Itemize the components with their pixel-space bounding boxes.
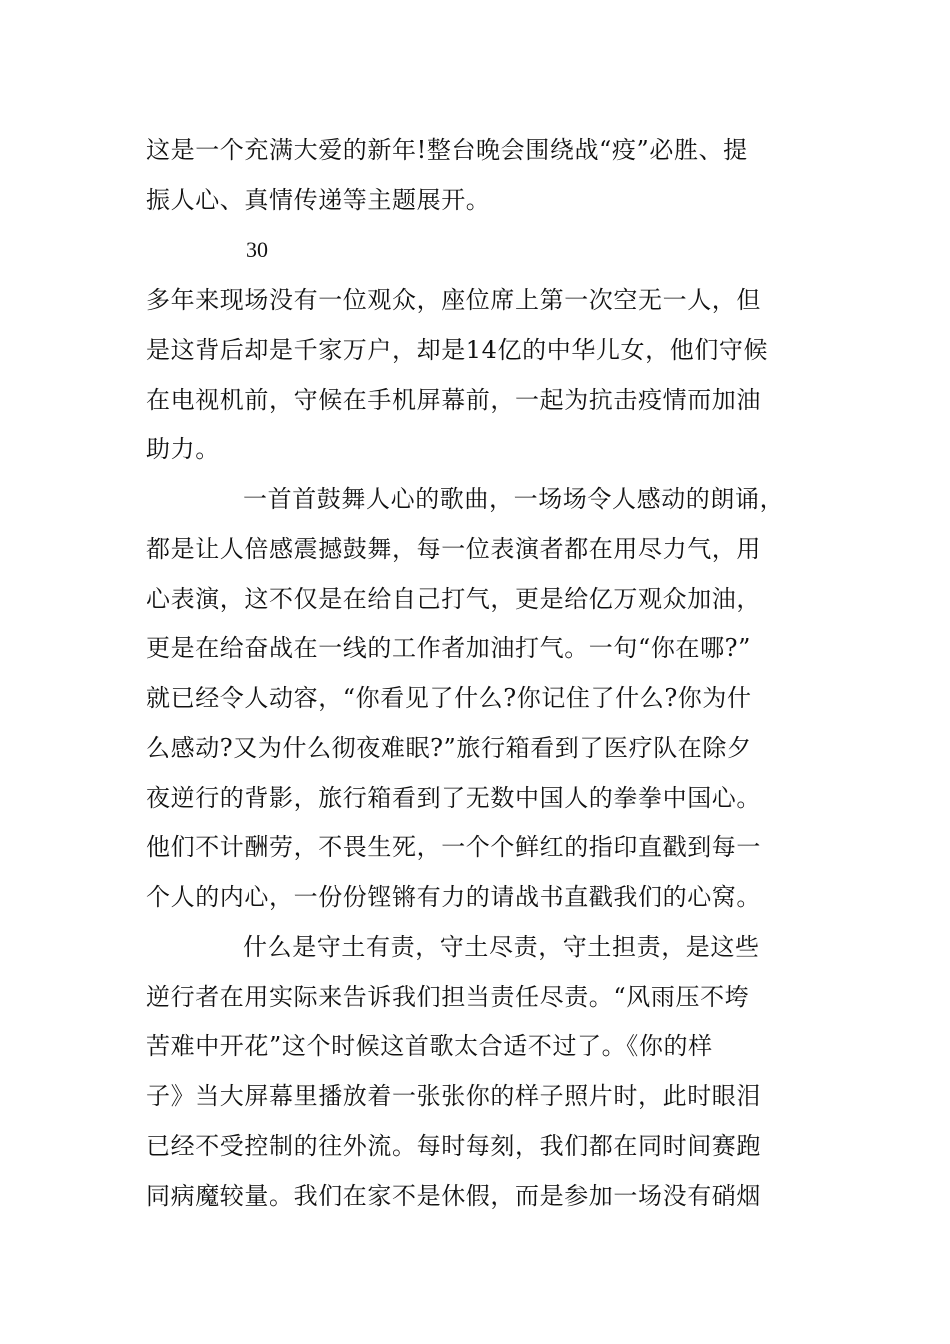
text-line: 同病魔较量。我们在家不是休假，而是参加一场没有硝烟 (146, 1182, 761, 1210)
text-line: 振人心、真情传递等主题展开。 (146, 186, 491, 214)
text-line: 更是在给奋战在一线的工作者加油打气。一句“你在哪?” (146, 634, 752, 662)
text-line: 助力。 (146, 435, 220, 463)
text-line: 就已经令人动容，“你看见了什么?你记住了什么?你为什 (146, 684, 752, 712)
text-line: 苦难中开花”这个时候这首歌太合适不过了。《你的样 (146, 1032, 713, 1060)
text-line-number: 30 (246, 237, 268, 262)
text-line: 这是一个充满大爱的新年!整台晚会围绕战“疫”必胜、提 (146, 136, 748, 164)
text-line: 逆行者在用实际来告诉我们担当责任尽责。“风雨压不垮 (146, 983, 750, 1011)
text-line: 子》当大屏幕里播放着一张张你的样子照片时，此时眼泪 (146, 1082, 761, 1110)
text-line: 在电视机前，守候在手机屏幕前，一起为抗击疫情而加油 (146, 386, 761, 414)
text-line: 已经不受控制的往外流。每时每刻，我们都在同时间赛跑 (146, 1132, 761, 1160)
text-line: 是这背后却是千家万户，却是14亿的中华儿女，他们守候 (146, 336, 769, 364)
text-line: 都是让人倍感震撼鼓舞，每一位表演者都在用尽力气，用 (146, 535, 761, 563)
text-line: 夜逆行的背影，旅行箱看到了无数中国人的拳拳中国心。 (146, 784, 761, 812)
text-line: 心表演，这不仅是在给自己打气，更是给亿万观众加油， (146, 585, 761, 613)
text-line: 个人的内心，一份份铿锵有力的请战书直戳我们的心窝。 (146, 883, 761, 911)
text-line: 多年来现场没有一位观众，座位席上第一次空无一人，但 (146, 286, 761, 314)
paragraph-first-line: 一首首鼓舞人心的歌曲，一场场令人感动的朗诵， (243, 485, 785, 513)
text-line: 么感动?又为什么彻夜难眠?”旅行箱看到了医疗队在除夕 (146, 734, 752, 762)
text-line: 他们不计酬劳，不畏生死，一个个鲜红的指印直戳到每一 (146, 833, 761, 861)
paragraph-first-line: 什么是守土有责，守土尽责，守土担责，是这些 (243, 933, 760, 961)
